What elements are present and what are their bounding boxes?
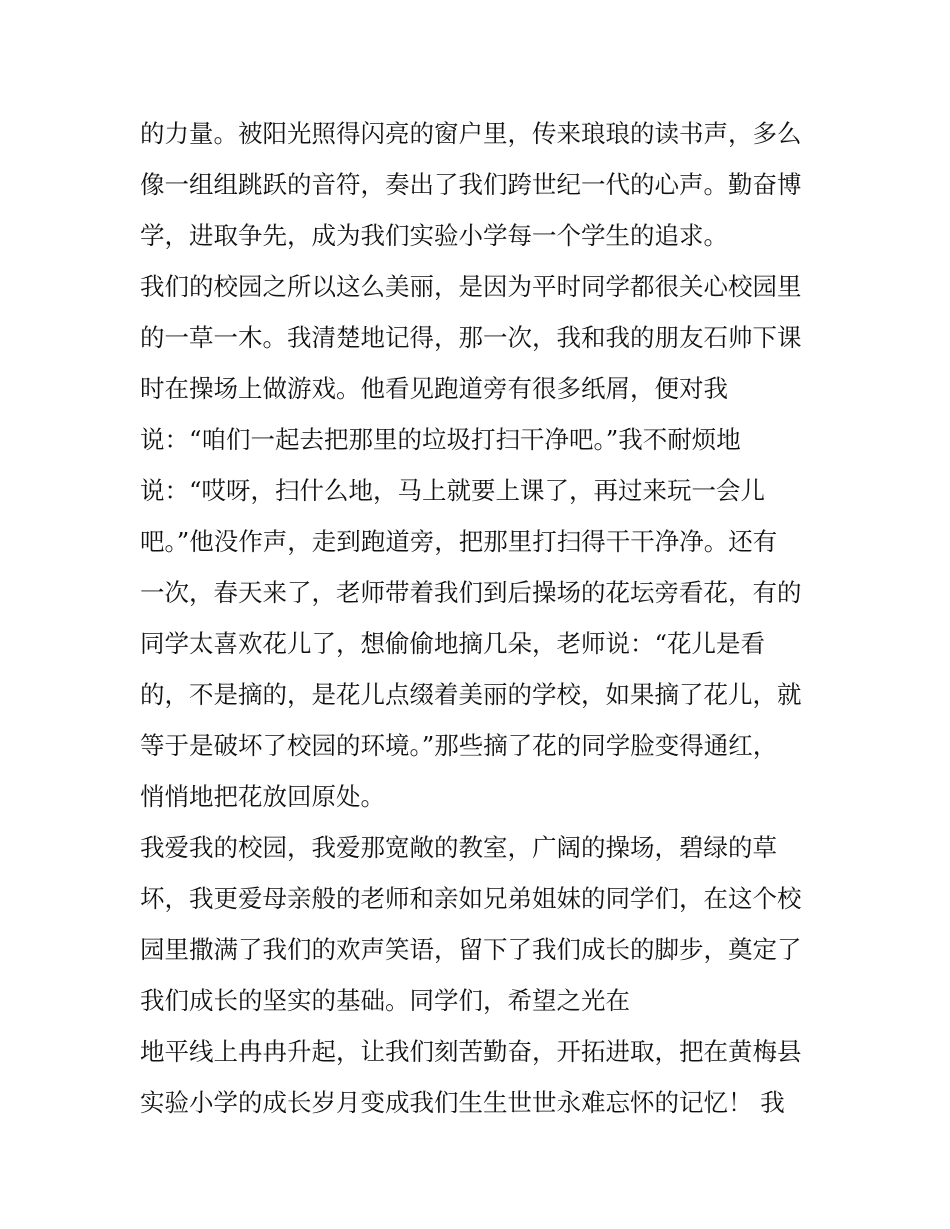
text-line: 等于是破坏了校园的环境。”那些摘了花的同学脸变得通红， [140, 731, 778, 760]
text-line: 一次，春天来了，老师带着我们到后操场的花坛旁看花，有的 [140, 578, 802, 607]
text-line: 吧。”他没作声，走到跑道旁，把那里打扫得干干净净。还有 [140, 527, 778, 556]
text-line: 像一组组跳跃的音符，奏出了我们跨世纪一代的心声。勤奋博 [140, 170, 802, 199]
body-text [140, 108, 820, 1128]
text-line: 说：“哎呀，扫什么地，马上就要上课了，再过来玩一会儿 [140, 476, 766, 505]
text-line: 学，进取争先，成为我们实验小学每一个学生的追求。 [140, 221, 728, 250]
text-line: 说：“咱们一起去把那里的垃圾打扫干净吧。”我不耐烦地 [140, 425, 741, 454]
text-line: 悄悄地把花放回原处。 [140, 782, 385, 811]
text-line: 我们的校园之所以这么美丽，是因为平时同学都很关心校园里 [140, 272, 802, 301]
text-line: 地平线上冉冉升起，让我们刻苦勤奋，开拓进取，把在黄梅县 [140, 1037, 802, 1066]
text-line: 实验小学的成长岁月变成我们生生世世永难忘怀的记忆！ 我 [140, 1088, 785, 1117]
text-line: 的一草一木。我清楚地记得，那一次，我和我的朋友石帅下课 [140, 323, 802, 352]
text-line: 的，不是摘的，是花儿点缀着美丽的学校，如果摘了花儿，就 [140, 680, 802, 709]
text-line: 我爱我的校园，我爱那宽敞的教室，广阔的操场，碧绿的草 [140, 833, 777, 862]
text-line: 园里撒满了我们的欢声笑语，留下了我们成长的脚步，奠定了 [140, 935, 802, 964]
text-line: 时在操场上做游戏。他看见跑道旁有很多纸屑，便对我 [140, 374, 728, 403]
text-line: 的力量。被阳光照得闪亮的窗户里，传来琅琅的读书声，多么 [140, 119, 802, 148]
text-line: 同学太喜欢花儿了，想偷偷地摘几朵，老师说：“花儿是看 [140, 629, 766, 658]
text-line: 坏，我更爱母亲般的老师和亲如兄弟姐妹的同学们，在这个校 [140, 884, 802, 913]
text-line: 我们成长的坚实的基础。同学们，希望之光在 [140, 986, 630, 1015]
